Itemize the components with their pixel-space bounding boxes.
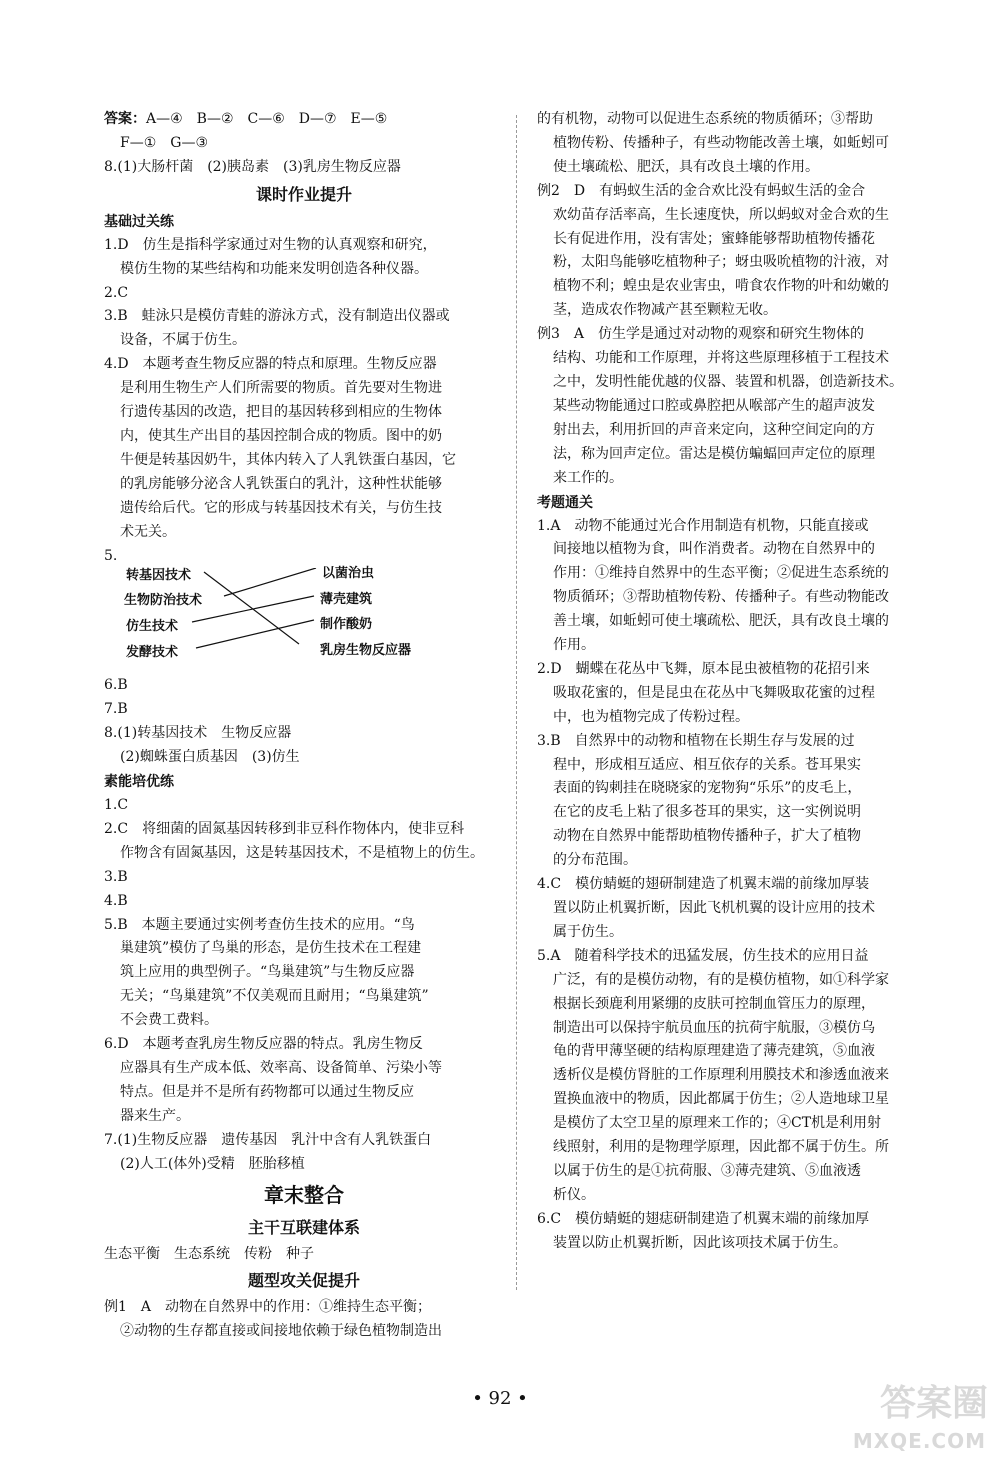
watermark-logo: 答案圈 [879,1383,988,1424]
text-line: 动物在自然界中能帮助植物传播种子，扩大了植物 [553,828,861,845]
text-line: 的有机物，动物可以促进生态系统的物质循环；③帮助 [537,111,873,127]
text-line: 2.C 将细菌的固氮基因转移到非豆科作物体内，使非豆科 [104,820,465,837]
text-line: 特点。但是并不是所有药物都可以通过生物反应 [120,1083,414,1100]
answer-line-1: 答案：A—④ B—② C—⑥ D—⑦ E—⑤ [104,111,388,127]
text-line: 是模仿了太空卫星的原理来工作的；④CT机是利用射 [553,1115,882,1132]
text-line: 作用。 [553,637,595,654]
text-line: 5.B 本题主要通过实例考查仿生技术的应用。“鸟 [104,916,415,933]
page-number: • 92 • [472,1388,528,1409]
text-line: 3.B 自然界中的动物和植物在长期生存与发展的过 [537,732,855,749]
text-line: 2.C [104,284,129,301]
text-line: 物质循环；③帮助植物传粉、传播种子。有些动物能改 [553,589,889,606]
column-divider [516,115,517,1290]
text-line: 广泛，有的是模仿动物，有的是模仿植物，如①科学家 [553,971,889,988]
text-line: 长有促进作用，没有害处；蜜蜂能够帮助植物传播花 [553,230,875,247]
text-line: 器来生产。 [120,1107,190,1124]
text-line: 根据长颈鹿利用紧绷的皮肤可控制血管压力的原理， [553,995,875,1012]
answers-block-quality [104,794,504,1177]
text-line: 属于仿生。 [553,923,623,940]
text-line: 射出去，利用折回的声音来定向，这种空间定向的方 [553,421,875,438]
text-line: 龟的背甲薄坚硬的结构原理建造了薄壳建筑，⑤血液 [553,1043,875,1060]
text-line: (2)蜘蛛蛋白质基因 (3)仿生 [120,749,300,766]
text-line: 作物含有固氮基因，这是转基因技术，不是植物上的仿生。 [120,844,484,861]
text-line: 某些动物能通过口腔或鼻腔把从喉部产生的超声波发 [553,397,875,414]
left-column [104,108,504,1344]
section-title: 课时作业提升 [255,184,352,204]
text-line: 3.B 蛙泳只是模仿青蛙的游泳方式，没有制造出仪器或 [104,308,450,325]
text-line: 之中，发明性能优越的仪器、装置和机器，创造新技术。 [553,373,903,390]
text-line: 不会费工费料。 [120,1012,218,1029]
q8-line: 8.(1)大肠杆菌 (2)胰岛素 (3)乳房生物反应器 [104,158,401,175]
text-line: 置换血液中的物质，因此都属于仿生；②人造地球卫星 [553,1091,889,1108]
text-line: 法，称为回声定位。雷达是模仿蝙蝠回声定位的原理 [553,445,875,462]
text-line: 例2 D 有蚂蚁生活的金合欢比没有蚂蚁生活的金合 [537,182,866,199]
text-line: 粉，太阳鸟能够吃植物种子；蚜虫吸吮植物的汁液，对 [553,254,889,271]
text-line: 是利用生物生产人们所需要的物质。首先要对生物进 [120,380,442,397]
subsection-types: 题型攻关促提升 [247,1271,360,1291]
text-line: 行遗传基因的改造，把目的基因转移到相应的生物体 [120,404,442,421]
text-line: ②动物的生存都直接或间接地依赖于绿色植物制造出 [120,1323,442,1340]
text-line: 3.B [104,868,128,885]
text-line: 筑上应用的典型例子。“鸟巢建筑”与生物反应器 [120,964,415,981]
text-line: 使土壤疏松、肥沃，具有改良土壤的作用。 [553,158,819,175]
q5-number: 5. [104,547,118,564]
subsection-basic: 基础过关练 [104,213,174,230]
text-line: 结构、功能和工作原理，并将这些原理移植于工程技术 [553,350,889,367]
text-line: 欢幼苗存活率高，生长速度快，所以蚂蚁对金合欢的生 [553,206,889,223]
text-line: 1.C [104,797,129,814]
watermark-url: MXQE.COM [852,1429,986,1453]
text-line: 作用：①维持自然界中的生态平衡；②促进生态系统的 [553,565,889,582]
match-left-3: 仿生技术 [126,619,179,635]
text-line: 透析仪是模仿肾脏的工作原理利用膜技术和渗透血液来 [553,1067,889,1084]
text-line: 制造出可以保持宇航员血压的抗荷宇航服，③模仿乌 [553,1019,875,1036]
text-line: 1.A 动物不能通过光合作用制造有机物，只能直接或 [537,517,869,534]
match-line-3 [192,596,314,622]
text-line: 1.D 仿生是指科学家通过对生物的认真观察和研究， [104,236,437,253]
answers-block-basic-2 [104,674,504,770]
text-line: 7.(1)生物反应器 遗传基因 乳汁中含有人乳铁蛋白 [104,1131,432,1148]
text-line: 的分布范围。 [553,852,637,869]
text-line: 6.B [104,677,128,694]
text-line: 4.B [104,892,128,909]
text-line: 植物不利；蝗虫是农业害虫，啃食农作物的叶和幼嫩的 [553,278,889,295]
text-line: 析仪。 [553,1186,595,1203]
match-right-4: 乳房生物反应器 [320,643,412,659]
text-line: 表面的钩刺挂在晓晓家的宠物狗“乐乐”的皮毛上， [553,780,862,797]
text-line: 设备，不属于仿生。 [120,332,246,349]
text-line: 吸取花蜜的，但是昆虫在花丛中飞舞吸取花蜜的过程 [553,684,875,701]
text-line: 6.C 模仿蜻蜓的翅痣研制建造了机翼末端的前缘加厚 [537,1210,870,1227]
text-line: 中，也为植物完成了传粉过程。 [553,708,749,725]
text-line: 茎，造成农作物减产甚至颗粒无收。 [553,302,777,319]
answers-block-basic [104,234,504,545]
matching-diagram [104,568,504,674]
text-line: 例1 A 动物在自然界中的作用：①维持生态平衡； [104,1299,432,1316]
text-line: 4.D 本题考查生物反应器的特点和原理。生物反应器 [104,356,437,373]
text-line: 内，使其生产出目的基因控制合成的物质。图中的奶 [120,427,442,444]
text-line: 植物传粉、传播种子，有些动物能改善土壤，如蚯蚓可 [553,134,889,151]
text-line: 置以防止机翼折断，因此飞机机翼的设计应用的技术 [553,900,875,916]
examples-block-left [104,1296,504,1344]
text-line: 6.D 本题考查乳房生物反应器的特点。乳房生物反 [104,1036,423,1053]
text-line: 来工作的。 [553,469,623,486]
match-right-2: 薄壳建筑 [320,592,373,608]
match-right-1: 以菌治虫 [322,566,375,582]
right-column [537,108,935,1256]
text-line: 5.A 随着科学技术的迅猛发展，仿生技术的应用日益 [537,947,869,964]
text-line: 术无关。 [120,523,176,540]
text-line: 模仿生物的某些结构和功能来发明创造各种仪器。 [120,260,428,277]
match-line-2 [224,568,316,596]
subsection-system: 主干互联建体系 [247,1217,360,1237]
answers-block-exam [537,515,935,1256]
match-left-1: 转基因技术 [126,568,192,584]
text-line: 8.(1)转基因技术 生物反应器 [104,725,292,742]
match-line-1 [204,572,299,644]
text-line: 7.B [104,701,128,718]
match-right-3: 制作酸奶 [320,617,373,633]
text-line: 的乳房能够分泌含人乳铁蛋白的乳汁，这种性状能够 [120,475,442,492]
text-line: 4.C 模仿蜻蜓的翅研制建造了机翼末端的前缘加厚装 [537,876,870,893]
chapter-title: 章末整合 [264,1182,344,1207]
text-line: 牛便是转基因奶牛，其体内转入了人乳铁蛋白基因，它 [120,451,456,468]
text-line: 例3 A 仿生学是通过对动物的观察和研究生物体的 [537,326,865,343]
text-line: 以属于仿生的是①抗荷服、③薄壳建筑、⑤血液透 [553,1162,861,1179]
text-line: 2.D 蝴蝶在花丛中飞舞，原本昆虫被植物的花招引来 [537,660,870,677]
match-left-4: 发酵技术 [126,645,179,661]
text-line: 程中，形成相互适应、相互依存的关系。苍耳果实 [553,756,861,773]
text-line: 善土壤，如蚯蚓可使土壤疏松、肥沃，具有改良土壤的 [553,613,889,630]
answer-line-2: F—① G—③ [120,134,208,151]
watermark [818,1375,988,1457]
text-line: 应器具有生产成本低、效率高、设备简单、污染小等 [120,1060,442,1076]
match-line-4 [196,620,314,648]
text-line: 在它的皮毛上粘了很多苍耳的果实，这一实例说明 [553,804,861,821]
match-left-2: 生物防治技术 [124,593,203,609]
text-line: 间接地以植物为食，叫作消费者。动物在自然界中的 [553,541,875,558]
text-line: 线照射，利用的是物理学原理，因此都不属于仿生。所 [553,1139,889,1156]
subsection-quality: 素能培优练 [104,774,174,791]
text-line: 巢建筑”模仿了鸟巢的形态，是仿生技术在工程建 [120,940,422,957]
system-terms: 生态平衡 生态系统 传粉 种子 [104,1245,314,1262]
text-line: (2)人工(体外)受精 胚胎移植 [120,1155,305,1172]
examples-block-right [537,108,935,491]
text-line: 无关；“鸟巢建筑”不仅美观而且耐用；“鸟巢建筑” [120,988,429,1005]
text-line: 遗传给后代。它的形成与转基因技术有关，与仿生技 [120,499,442,516]
text-line: 装置以防止机翼折断，因此该项技术属于仿生。 [553,1234,847,1251]
subsection-exam: 考题通关 [537,494,593,511]
